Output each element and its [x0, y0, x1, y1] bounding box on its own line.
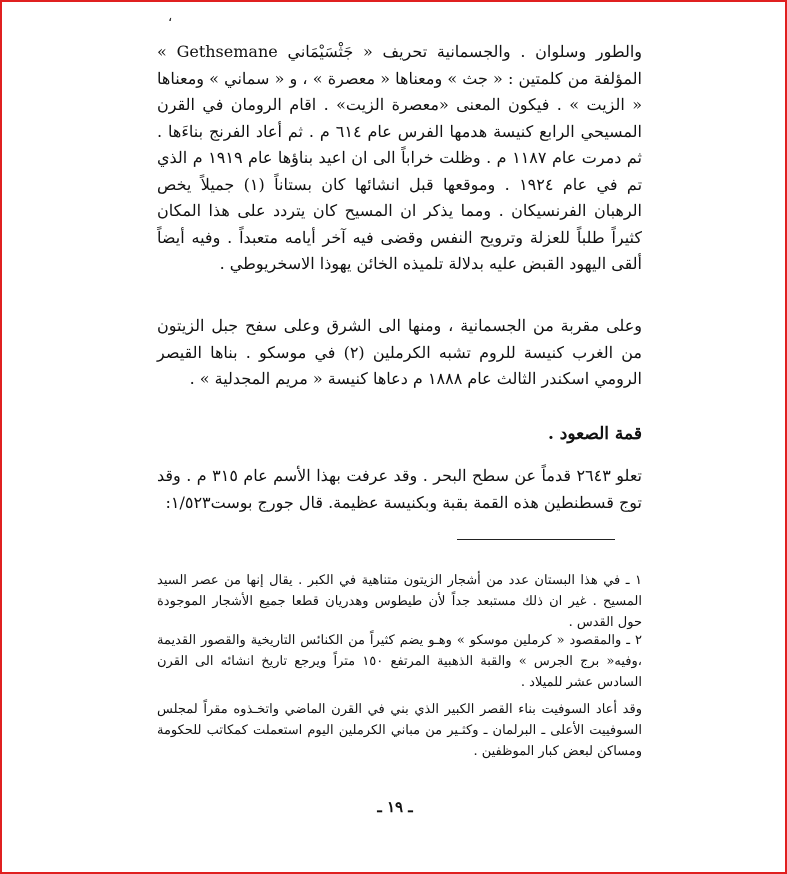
footnote-2: ٢ ـ والمقصود « كرملين موسكو » وهـو يضم كثيراً من الكنائس التاريخية والقصور القديمة ،وفيه« برج الجرس » والقبة الذهبية المرتفع ١٥٠ متراً ويرجع تاريخ انشائه الى القرن السادس عشر للميلاد .: [157, 633, 642, 690]
top-mark: ،: [168, 10, 173, 25]
footnote-1: ١ ـ في هذا البستان عدد من أشجار الزيتون متناهية في الكبر . يقال إنها من عصر السيد المسيح . غير ان ذلك مستبعد جداً لأن طيطوس وهدريان قطعا جميع الأشجار الموجودة حول القدس .: [157, 573, 642, 630]
page-number: ـ ١٩ ـ: [377, 798, 413, 816]
paragraph-1: والطور وسلوان . والجسمانية تحريف « جَثْسَيْمَاني Gethsemane » المؤلفة من كلمتين : « جث » ومعناها « معصرة » ، و « سماني » ومعناها « الزيت » . فيكون المعنى «معصرة الزيت» . اقام الرومان في القرن المسيحي الرابع كنيسة هدمها الفرس عام ٦١٤ م . ثم أعاد الفرنج بناءَها . ثم دمرت عام ١١٨٧ م . وظلت خراباً الى ان اعيد بناؤها عام ١٩١٩ م الذي تم في عام ١٩٢٤ . وموقعها قبل انشائها كان بستاناً (١) جميلاً يخص الرهبان الفرنسيكان . ومما يذكر ان المسيح كان يتردد على هذا المكان كثيراً طلباً للعزلة وترويح النفس وقضى فيه آخر أيامه متعبداً . وفيه أيضاً ألقى اليهود القبض عليه بدلالة تلميذه الخائن يهوذا الاسخريوطي .: [157, 42, 643, 273]
footnote-3: وقد أعاد السوفيت بناء القصر الكبير الذي بني في القرن الماضي واتخـذوه مقراً لمجلس السوفييت الأعلى ـ البرلمان ـ وكثـير من مباني الكرملين اليوم استعملت كمكاتب للحكومة ومساكن لبعض كبار الموظفين .: [157, 702, 642, 759]
paragraph-3: تعلو ٢٦٤٣ قدماً عن سطح البحر . وقد عرفت بهذا الأسم عام ٣١٥ م . وقد توج قسطنطين هذه القمة بقبة وبكنيسة عظيمة. قال جورج بوست١/٥٢٣:: [157, 466, 643, 512]
section-heading: قمة الصعود .: [547, 424, 642, 444]
footnote-divider: [457, 539, 615, 540]
paragraph-2: وعلى مقربة من الجسمانية ، ومنها الى الشرق وعلى سفح جبل الزيتون من الغرب كنيسة للروم تشبه الكرملين (٢) في موسكو . بناها القيصر الرومي اسكندر الثالث عام ١٨٨٨ م دعاها كنيسة « مريم المجدلية » .: [157, 316, 643, 388]
